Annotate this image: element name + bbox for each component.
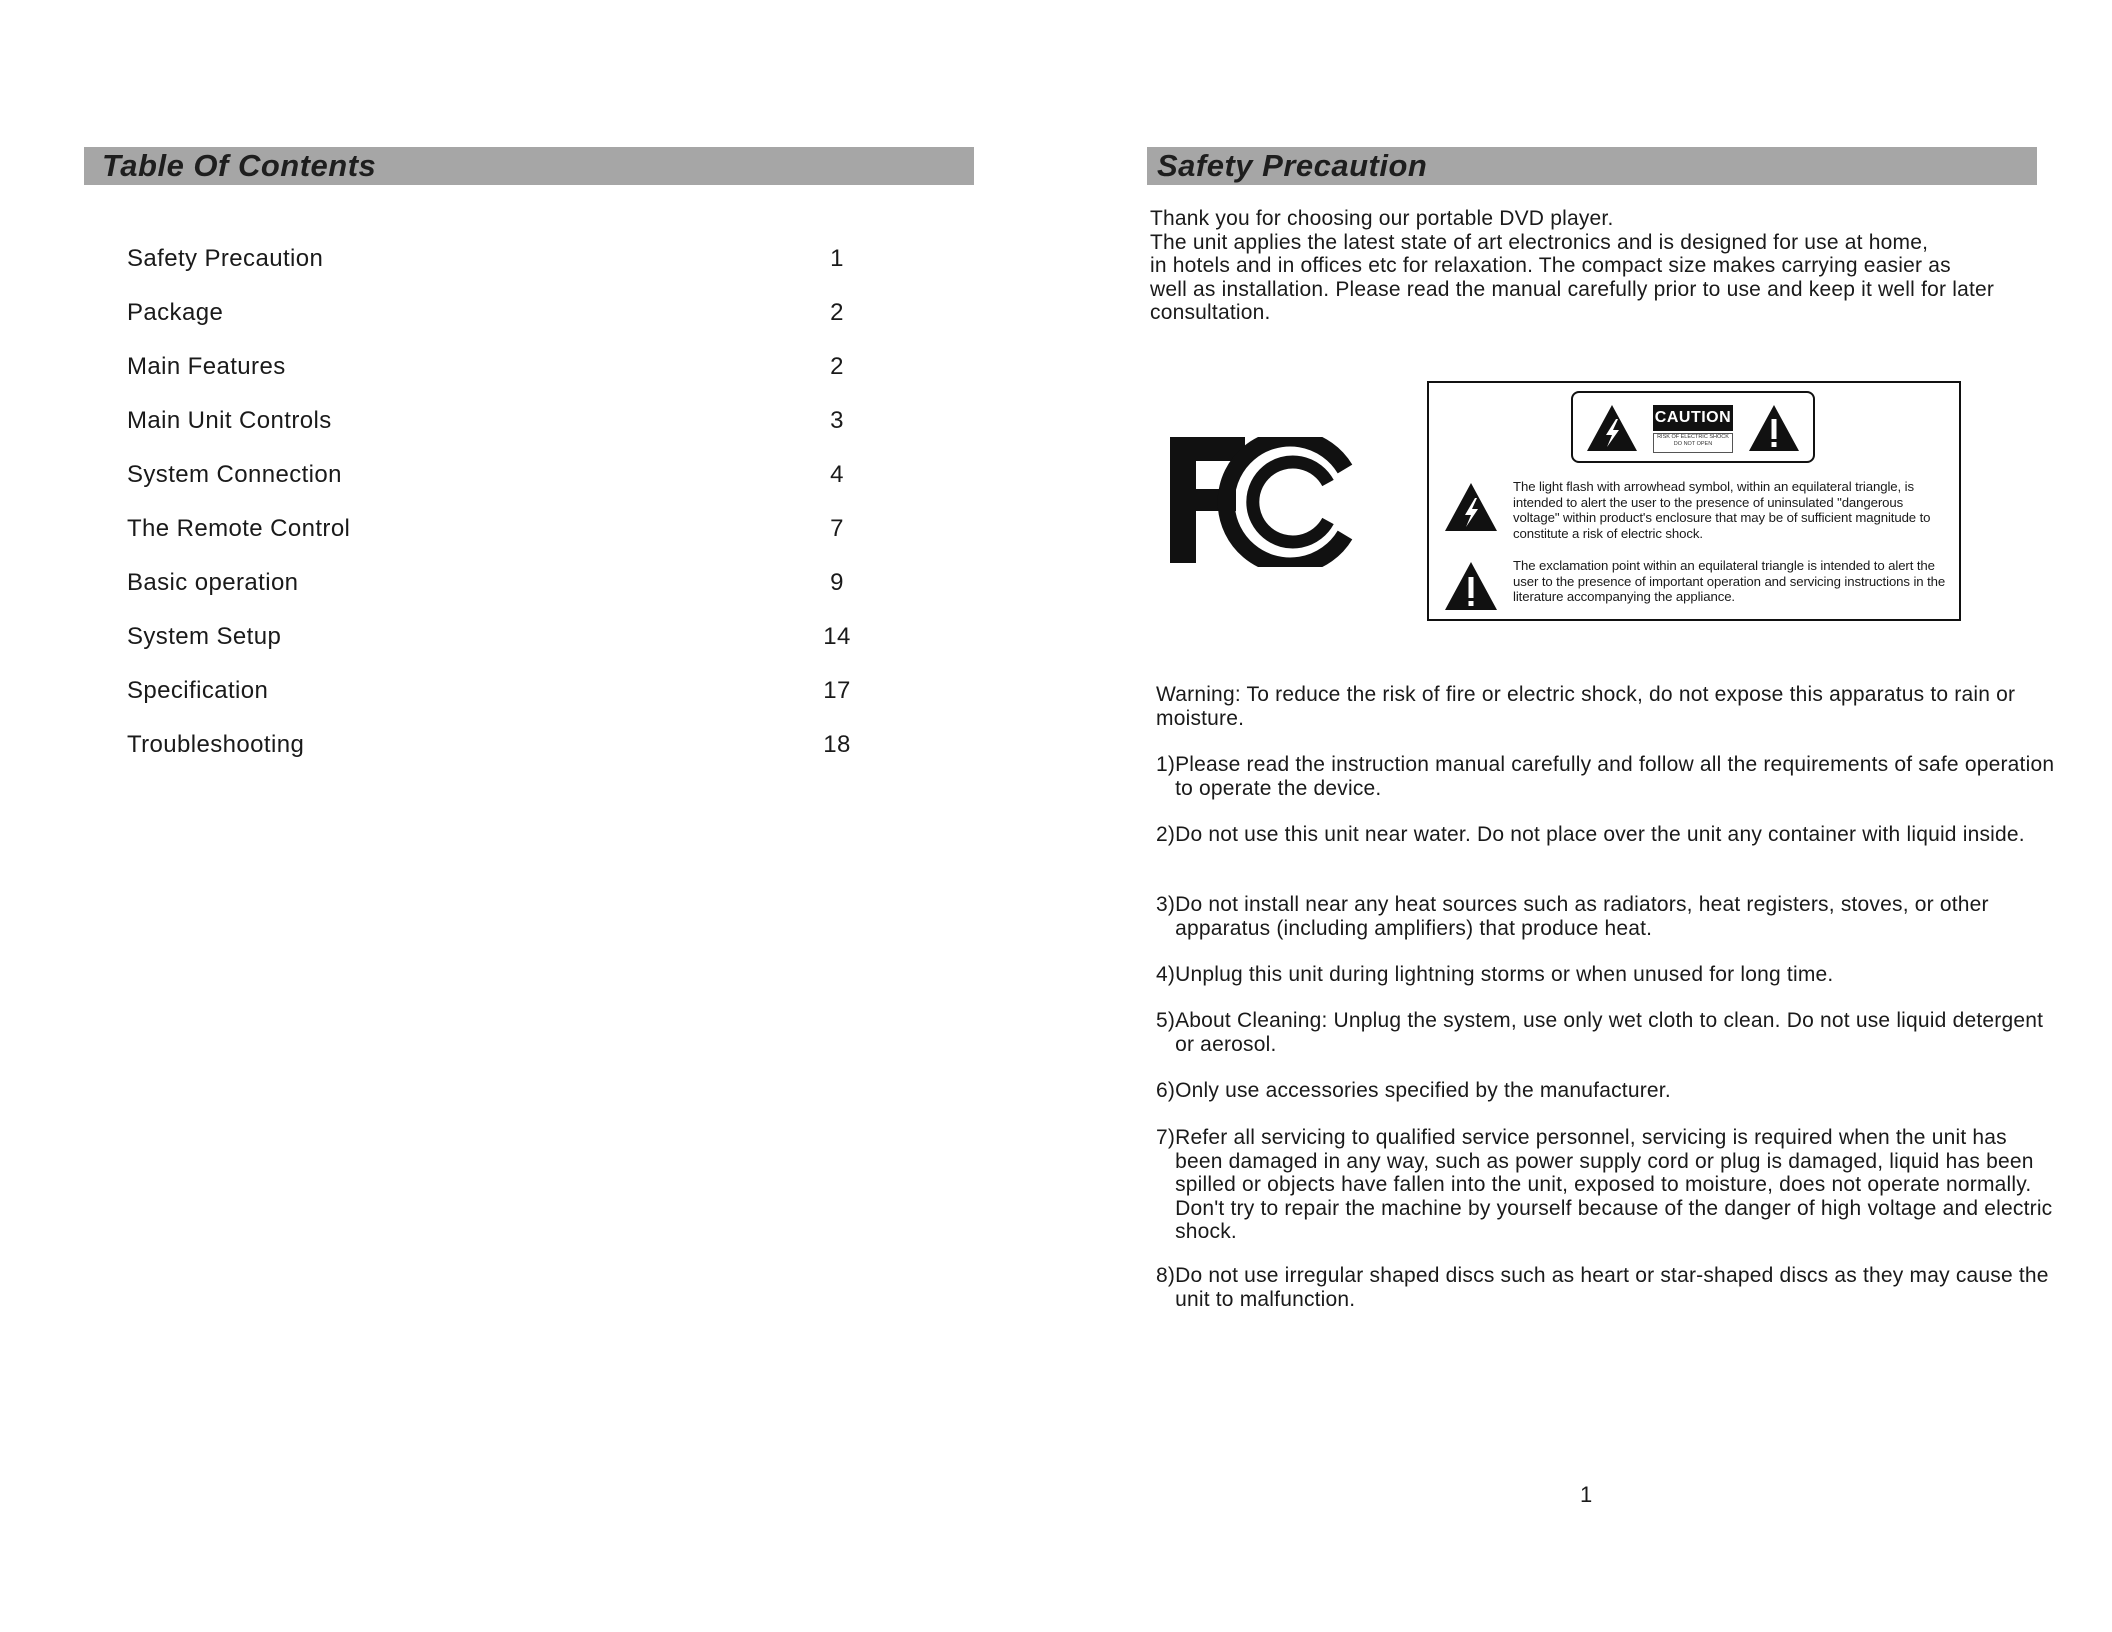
exclamation-symbol-row [1443,558,1949,614]
toc-entry [127,461,867,495]
toc-entry [127,245,867,279]
safety-item [1156,1126,2056,1244]
toc-entry-page: 9 [830,569,844,596]
toc-entry [127,623,867,657]
exclamation-warning-icon [1443,560,1499,612]
toc-entry-page: 18 [823,731,851,758]
safety-item-number: 5) [1156,1009,1176,1032]
safety-item-number: 1) [1156,753,1176,776]
warning-paragraph: Warning: To reduce the risk of fire or electric shock, do not expose this apparatus to rain or moisture. [1156,683,2016,730]
safety-item [1156,1264,2056,1311]
safety-item [1156,1079,2056,1103]
toc-entry-label: The Remote Control [127,515,351,542]
safety-item-number: 2) [1156,823,1176,846]
safety-item-number: 3) [1156,893,1176,916]
toc-entry [127,731,867,765]
safety-item-text: Only use accessories specified by the manufacturer. [1175,1079,1671,1102]
caution-word: CAUTION [1653,405,1733,431]
toc-entry-page: 7 [830,515,844,542]
toc-entry-label: System Setup [127,623,282,650]
toc-entry-label: Main Features [127,353,286,380]
intro-line: in hotels and in offices etc for relaxation. The compact size makes carrying easier as [1150,254,1951,277]
safety-title: Safety Precaution [1157,148,1428,183]
safety-header-bar [1147,147,2037,185]
toc-entry-page: 2 [830,299,844,326]
fcc-logo [1170,437,1355,567]
lightning-symbol-row [1443,479,1949,543]
toc-entry-label: Safety Precaution [127,245,324,272]
toc-entry-label: Main Unit Controls [127,407,332,434]
caution-small-text: RISK OF ELECTRIC SHOCK DO NOT OPEN [1653,433,1733,453]
safety-item [1156,893,2056,940]
exclamation-warning-icon [1747,403,1801,453]
toc-entry-label: System Connection [127,461,342,488]
safety-item-text: Do not use this unit near water. Do not place over the unit any container with liquid inside. [1175,823,2025,846]
toc-entry [127,569,867,603]
toc-entry-label: Troubleshooting [127,731,305,758]
toc-entry [127,515,867,549]
safety-item-text: Refer all servicing to qualified service personnel, servicing is required when the unit has been damaged in any way, such as power supply cord or plug is damaged, liquid has been spilled or objects have fallen into the unit, exposed to moisture, does not operate normally. Don't try to repair the machine by yourself because of the danger of high voltage and electric shock. [1175,1126,2053,1243]
safety-item [1156,823,2056,847]
caution-notice-box [1427,381,1961,621]
intro-line: consultation. [1150,301,1271,324]
intro-line: well as installation. Please read the manual carefully prior to use and keep it well for later [1150,277,1995,301]
safety-item [1156,1009,2056,1056]
lightning-symbol-text: The light flash with arrowhead symbol, within an equilateral triangle, is intended to alert the user to the presence of uninsulated "dangerous voltage" within product's enclosure that may be of sufficient magnitude to constitute a risk of electric shock. [1513,479,1931,541]
exclamation-symbol-text: The exclamation point within an equilateral triangle is intended to alert the user to the presence of important operation and servicing instructions in the literature accompanying the appliance. [1513,558,1946,604]
safety-item-number: 4) [1156,963,1176,986]
safety-item [1156,753,2056,800]
intro-line: The unit applies the latest state of art electronics and is designed for use at home, [1150,230,1929,254]
safety-item-text: Unplug this unit during lightning storms or when unused for long time. [1175,963,1834,986]
toc-entry-label: Basic operation [127,569,299,596]
intro-paragraph [1150,207,2060,325]
toc-title: Table Of Contents [102,148,377,183]
lightning-warning-icon [1585,403,1639,453]
toc-entry [127,299,867,333]
toc-entry [127,407,867,441]
toc-entry-page: 14 [823,623,851,650]
toc-entry-page: 3 [830,407,844,434]
toc-entry-page: 17 [823,677,851,704]
safety-item [1156,963,2056,987]
safety-item-text: Please read the instruction manual carefully and follow all the requirements of safe operation to operate the device. [1175,753,2055,800]
page-number: 1 [1580,1482,1593,1507]
safety-item-text: About Cleaning: Unplug the system, use only wet cloth to clean. Do not use liquid detergent or aerosol. [1175,1009,2044,1056]
toc-entry-page: 4 [830,461,844,488]
toc-header-bar [84,147,974,185]
toc-entry [127,677,867,711]
toc-entry-page: 1 [830,245,844,272]
safety-item-number: 6) [1156,1079,1176,1102]
safety-item-text: Do not use irregular shaped discs such as heart or star-shaped discs as they may cause the unit to malfunction. [1175,1264,2049,1311]
intro-line: Thank you for choosing our portable DVD player. [1150,207,1614,230]
safety-item-number: 8) [1156,1264,1176,1287]
caution-label-plate [1571,391,1815,463]
toc-entry-page: 2 [830,353,844,380]
safety-item-number: 7) [1156,1126,1176,1149]
lightning-warning-icon [1443,481,1499,533]
warning-text [1156,683,2056,730]
safety-item-text: Do not install near any heat sources such as radiators, heat registers, stoves, or other apparatus (including amplifiers) that produce heat. [1175,893,1989,940]
toc-entry-label: Package [127,299,224,326]
toc-entry [127,353,867,387]
toc-entry-label: Specification [127,677,269,704]
